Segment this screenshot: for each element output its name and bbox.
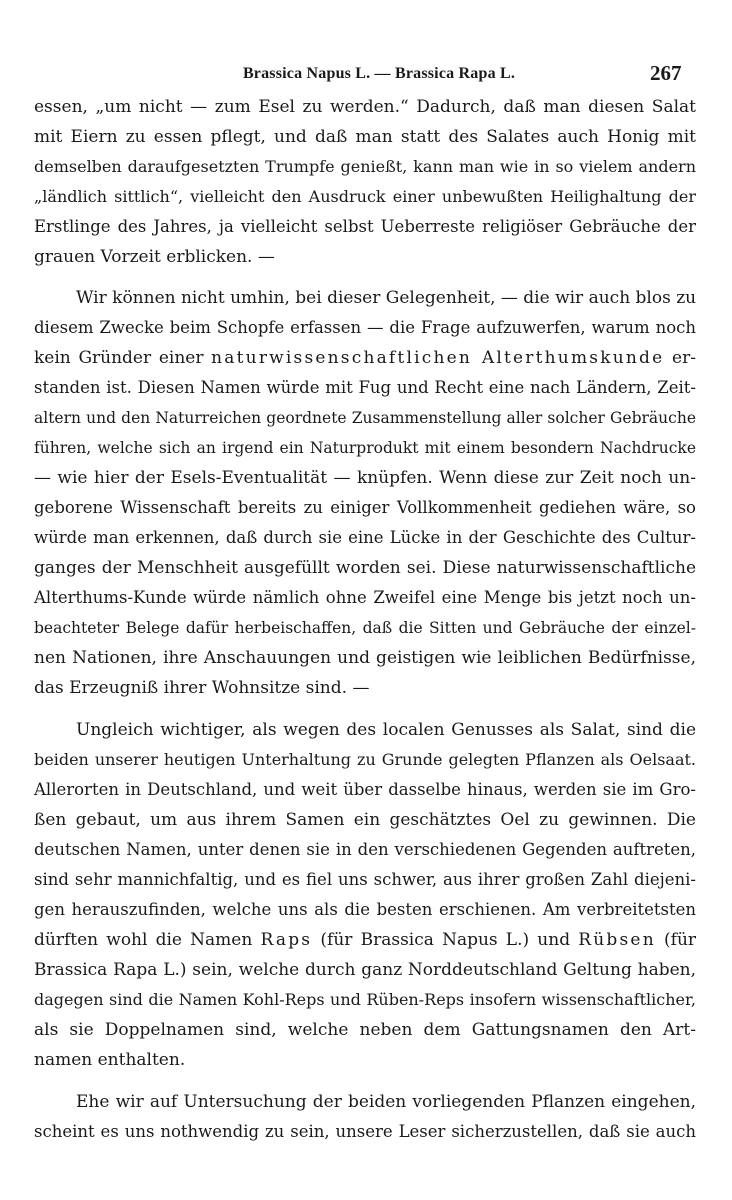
text-line: Wir können nicht umhin, bei dieser Gelegenheit, — die wir auch blos zu (76, 288, 697, 308)
text-line: grauen Vorzeit erblicken. — (34, 247, 275, 267)
running-header (0, 60, 732, 90)
page-number: 267 (650, 61, 682, 85)
running-title: Brassica Napus L. — Brassica Rapa L. (242, 65, 516, 82)
text-line (34, 926, 696, 954)
spaced-term: Rübsen (578, 930, 656, 950)
text-fragment: (für Brassica Napus L.) und (320, 930, 571, 950)
text-line: führen, welche sich an irgend ein Naturprodukt mit einem besondern Nachdrucke (34, 439, 696, 457)
text-line (34, 344, 696, 372)
spaced-term: naturwissenschaftlichen Alterthumskunde (211, 348, 665, 368)
text-line: ßen gebaut, um aus ihrem Samen ein geschätztes Oel zu gewinnen. Die (34, 810, 696, 830)
text-line: Alterthums-Kunde würde nämlich ohne Zweifel eine Menge bis jetzt noch un- (34, 588, 696, 607)
text-line: als sie Doppelnamen sind, welche neben dem Gattungsnamen den Art- (34, 1020, 696, 1040)
text-line: geborene Wissenschaft bereits zu einiger Vollkommenheit gediehen wäre, so (34, 498, 696, 517)
text-line: standen ist. Diesen Namen würde mit Fug und Recht eine nach Ländern, Zeit- (34, 378, 696, 397)
text-line: diesem Zwecke beim Schopfe erfassen — die Frage aufzuwerfen, warum noch (34, 318, 696, 337)
text-fragment: dürften wohl die Namen (34, 930, 253, 950)
text-fragment: kein Gründer einer (34, 348, 204, 368)
text-line: Brassica Rapa L.) sein, welche durch ganz Norddeutschland Geltung haben, (34, 960, 696, 980)
text-line: altern und den Naturreichen geordnete Zusammenstellung aller solcher Gebräuche (34, 409, 696, 427)
text-fragment: er- (672, 348, 696, 368)
text-line: scheint es uns nothwendig zu sein, unsere Leser sicherzustellen, daß sie auch (34, 1122, 696, 1141)
text-fragment: (für (664, 930, 697, 950)
text-line: „ländlich sittlich“, vielleicht den Ausdruck einer unbewußten Heilighaltung der (34, 187, 696, 206)
text-line: dagegen sind die Namen Kohl-Reps und Rüben-Reps insofern wissenschaftlicher, (34, 990, 696, 1009)
text-line: Allerorten in Deutschland, und weit über dasselbe hinaus, werden sie im Gro- (34, 780, 696, 799)
text-line: beiden unserer heutigen Unterhaltung zu Grunde gelegten Pflanzen als Oelsaat. (34, 750, 696, 769)
text-line: beachteter Belege dafür herbeischaffen, daß die Sitten und Gebräuche der einzel- (34, 619, 696, 637)
text-line: gen herauszufinden, welche uns als die besten erschienen. Am verbreitetsten (34, 900, 696, 919)
text-line: ganges der Menschheit ausgefüllt worden sei. Diese naturwissenschaftliche (34, 558, 696, 578)
text-line: Ungleich wichtiger, als wegen des localen Genusses als Salat, sind die (76, 720, 696, 740)
spaced-term: Raps (260, 930, 313, 950)
text-line: Erstlinge des Jahres, ja vielleicht selbst Ueberreste religiöser Gebräuche der (34, 217, 696, 236)
text-line: nen Nationen, ihre Anschauungen und geistigen wie leiblichen Bedürfnisse, (34, 648, 696, 668)
text-line: deutschen Namen, unter denen sie in den verschiedenen Gegenden auftreten, (34, 840, 696, 859)
text-line: essen, „um nicht — zum Esel zu werden.“ Dadurch, daß man diesen Salat (34, 97, 696, 117)
text-line: mit Eiern zu essen pflegt, und daß man statt des Salates auch Honig mit (34, 127, 696, 147)
text-line: würde man erkennen, daß durch sie eine Lücke in der Geschichte des Cultur- (34, 528, 696, 547)
text-line: demselben daraufgesetzten Trumpfe genießt, kann man wie in so vielem andern (34, 157, 696, 176)
text-line: Ehe wir auf Untersuchung der beiden vorliegenden Pflanzen eingehen, (76, 1092, 696, 1112)
text-line: — wie hier der Esels-Eventualität — knüpfen. Wenn diese zur Zeit noch un- (34, 468, 696, 488)
text-line: sind sehr mannichfaltig, und es fiel uns schwer, aus ihrer großen Zahl diejeni- (34, 870, 696, 889)
text-line: das Erzeugniß ihrer Wohnsitze sind. — (34, 678, 370, 698)
text-line: namen enthalten. (34, 1050, 186, 1070)
